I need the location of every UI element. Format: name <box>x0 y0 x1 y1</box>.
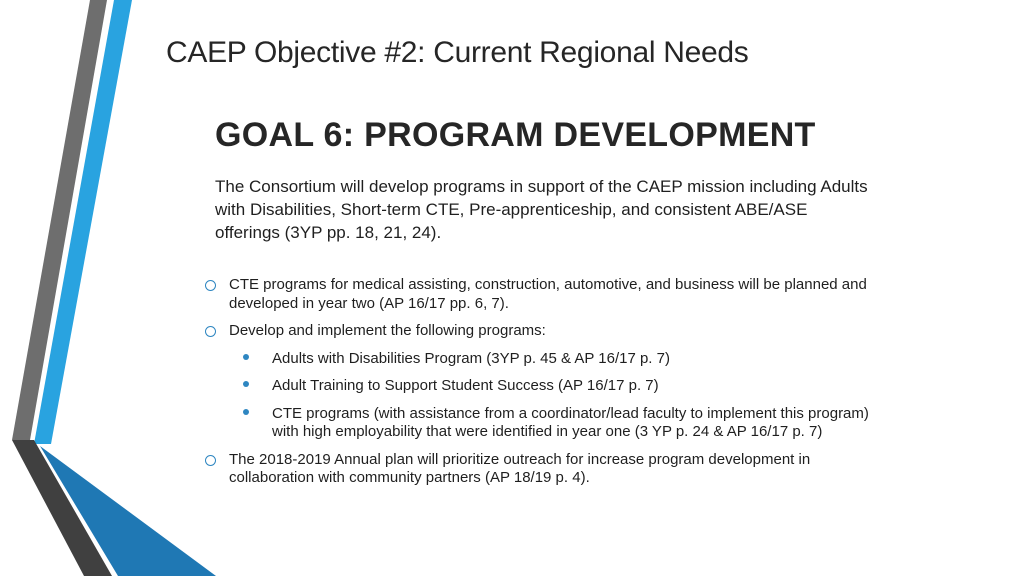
list-item <box>205 322 895 442</box>
goal-heading: GOAL 6: PROGRAM DEVELOPMENT <box>215 116 816 154</box>
sub-bullet-list <box>229 350 895 442</box>
dot-bullet-icon <box>243 381 249 387</box>
hollow-circle-bullet-icon <box>205 326 216 337</box>
hollow-circle-bullet-icon <box>205 455 216 466</box>
sub-list-item <box>229 377 895 396</box>
sub-list-item <box>229 405 895 442</box>
dot-bullet-icon <box>243 409 249 415</box>
bullet-list <box>205 276 895 497</box>
list-item <box>205 451 895 488</box>
list-item-text: Develop and implement the following programs: <box>229 322 546 339</box>
dot-bullet-icon <box>243 354 249 360</box>
hollow-circle-bullet-icon <box>205 280 216 291</box>
intro-paragraph: The Consortium will develop programs in support of the CAEP mission including Adults with Disabilities, Short-term CTE, Pre-apprenticeship, and consistent ABE/ASE offerings (3YP pp. 18, 21, 24). <box>215 177 868 242</box>
sub-list-item-text: Adults with Disabilities Program (3YP p. 45 & AP 16/17 p. 7) <box>272 349 670 367</box>
list-item-text: The 2018-2019 Annual plan will prioritize outreach for increase program development in collaboration with community partners (AP 18/19 p. 4). <box>229 450 811 486</box>
list-item-text: CTE programs for medical assisting, construction, automotive, and business will be planned and developed in year two (AP 16/17 pp. 6, 7). <box>229 276 867 312</box>
slide-title: CAEP Objective #2: Current Regional Needs <box>166 36 749 69</box>
sub-list-item <box>229 350 895 369</box>
decorative-stripes <box>0 0 220 576</box>
sub-list-item-text: CTE programs (with assistance from a coordinator/lead faculty to implement this program) with high employability that were identified in year one (3 YP p. 24 & AP 16/17 p. 7) <box>272 404 869 440</box>
sub-list-item-text: Adult Training to Support Student Success (AP 16/17 p. 7) <box>272 377 659 394</box>
list-item <box>205 276 895 313</box>
